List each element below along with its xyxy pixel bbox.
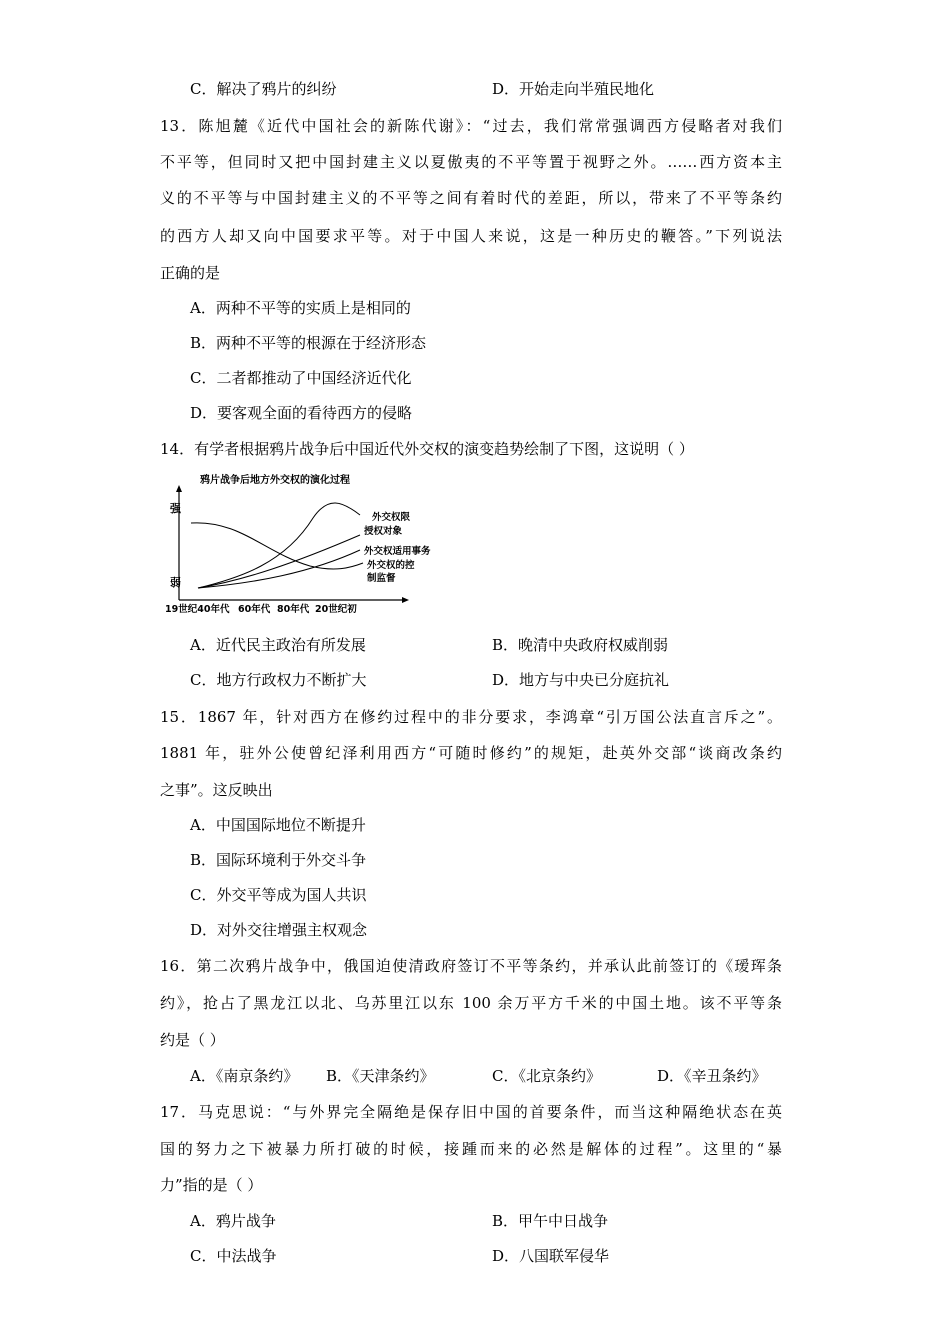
chart-ylabel-weak: 弱 <box>170 576 181 589</box>
q16-stem-line-1: 16．第二次鸦片战争中，俄国迫使清政府签订不平等条约，并承认此前签订的《瑷珲条 <box>160 957 782 975</box>
q17-stem-line-3: 力”指的是（ ） <box>160 1176 263 1194</box>
q14-stem: 14．有学者根据鸦片战争后中国近代外交权的演变趋势绘制了下图，这说明（ ） <box>160 440 694 458</box>
q17-stem-line-2: 国的努力之下被暴力所打破的时候，接踵而来的必然是解体的过程”。这里的“暴 <box>160 1140 782 1158</box>
q16-option-b: B．《天津条约》 <box>326 1067 435 1085</box>
chart-series-label-4-line-2: 制监督 <box>367 573 396 584</box>
chart-x-tick-2: 60年代 <box>238 604 271 615</box>
q14-option-c: C．地方行政权力不断扩大 <box>190 671 367 689</box>
q13-option-a: A．两种不平等的实质上是相同的 <box>190 299 411 317</box>
chart-series-label-4-line-1: 外交权的控 <box>367 560 415 571</box>
q17-option-a: A．鸦片战争 <box>190 1212 276 1230</box>
q15-option-c: C．外交平等成为国人共识 <box>190 886 367 904</box>
q16-option-a: A．《南京条约》 <box>190 1067 299 1085</box>
q13-option-b: B．两种不平等的根源在于经济形态 <box>190 334 427 352</box>
q14-option-d: D．地方与中央已分庭抗礼 <box>492 671 670 689</box>
q13-stem-line-1: 13．陈旭麓《近代中国社会的新陈代谢》：“过去，我们常常强调西方侵略者对我们 <box>160 117 782 135</box>
q13-stem-line-2: 不平等，但同时又把中国封建主义以夏傲夷的不平等置于视野之外。……西方资本主 <box>160 153 782 171</box>
q13-option-d: D．要客观全面的看待西方的侵略 <box>190 404 413 422</box>
chart-series-label-2-line-1: 授权对象 <box>364 526 403 537</box>
q16-stem-line-2: 约》，抢占了黑龙江以北、乌苏里江以东 100 余万平方千米的中国土地。该不平等条 <box>160 994 782 1012</box>
q15-option-d: D．对外交往增强主权观念 <box>190 921 368 939</box>
q14-chart <box>160 468 431 616</box>
chart-x-axis-arrow <box>402 597 409 603</box>
chart-series-line-2 <box>198 535 360 588</box>
q17-option-c: C．中法战争 <box>190 1247 277 1265</box>
q12-option-d: D．开始走向半殖民地化 <box>492 80 655 98</box>
chart-x-tick-3: 80年代 <box>277 604 310 615</box>
q12-option-c: C．解决了鸦片的纠纷 <box>190 80 337 98</box>
q15-option-a: A．中国国际地位不断提升 <box>190 816 366 834</box>
q15-stem-line-1: 15．1867 年，针对西方在修约过程中的非分要求，李鸿章“引万国公法直言斥之”。 <box>160 708 782 726</box>
q13-stem-line-4: 的西方人却又向中国要求平等。对于中国人来说，这是一种历史的鞭答。”下列说法 <box>160 227 782 245</box>
q13-stem-line-3: 义的不平等与中国封建主义的不平等之间有着时代的差距，所以，带来了不平等条约 <box>160 189 782 207</box>
q15-option-b: B．国际环境利于外交斗争 <box>190 851 367 869</box>
chart-x-tick-1: 19世纪40年代 <box>165 604 230 615</box>
chart-y-axis-arrow <box>176 485 182 492</box>
q14-option-b: B．晚清中央政府权威削弱 <box>492 636 669 654</box>
q16-option-c: C．《北京条约》 <box>492 1067 601 1085</box>
chart-ylabel-strong: 强 <box>170 502 181 515</box>
q13-option-c: C．二者都推动了中国经济近代化 <box>190 369 412 387</box>
q16-option-d: D．《辛丑条约》 <box>657 1067 767 1085</box>
q15-stem-line-2: 1881 年，驻外公使曾纪泽利用西方“可随时修约”的规矩，赴英外交部“谈商改条约 <box>160 744 782 762</box>
q13-stem-line-5: 正确的是 <box>160 264 221 282</box>
chart-x-tick-4: 20世纪初 <box>315 604 357 615</box>
q17-stem-line-1: 17．马克思说：“与外界完全隔绝是保存旧中国的首要条件，而当这种隔绝状态在英 <box>160 1103 782 1121</box>
q16-stem-line-3: 约是（ ） <box>160 1031 225 1049</box>
q17-option-b: B．甲午中日战争 <box>492 1212 609 1230</box>
q15-stem-line-3: 之事”。这反映出 <box>160 781 273 799</box>
q14-option-a: A．近代民主政治有所发展 <box>190 636 366 654</box>
q17-option-d: D．八国联军侵华 <box>492 1247 610 1265</box>
chart-title: 鸦片战争后地方外交权的演化过程 <box>200 475 350 486</box>
chart-series-label-3-line-1: 外交权适用事务 <box>364 546 431 557</box>
chart-series-label-1-line-1: 外交权限 <box>372 512 411 523</box>
chart-series-line-4 <box>191 523 363 569</box>
